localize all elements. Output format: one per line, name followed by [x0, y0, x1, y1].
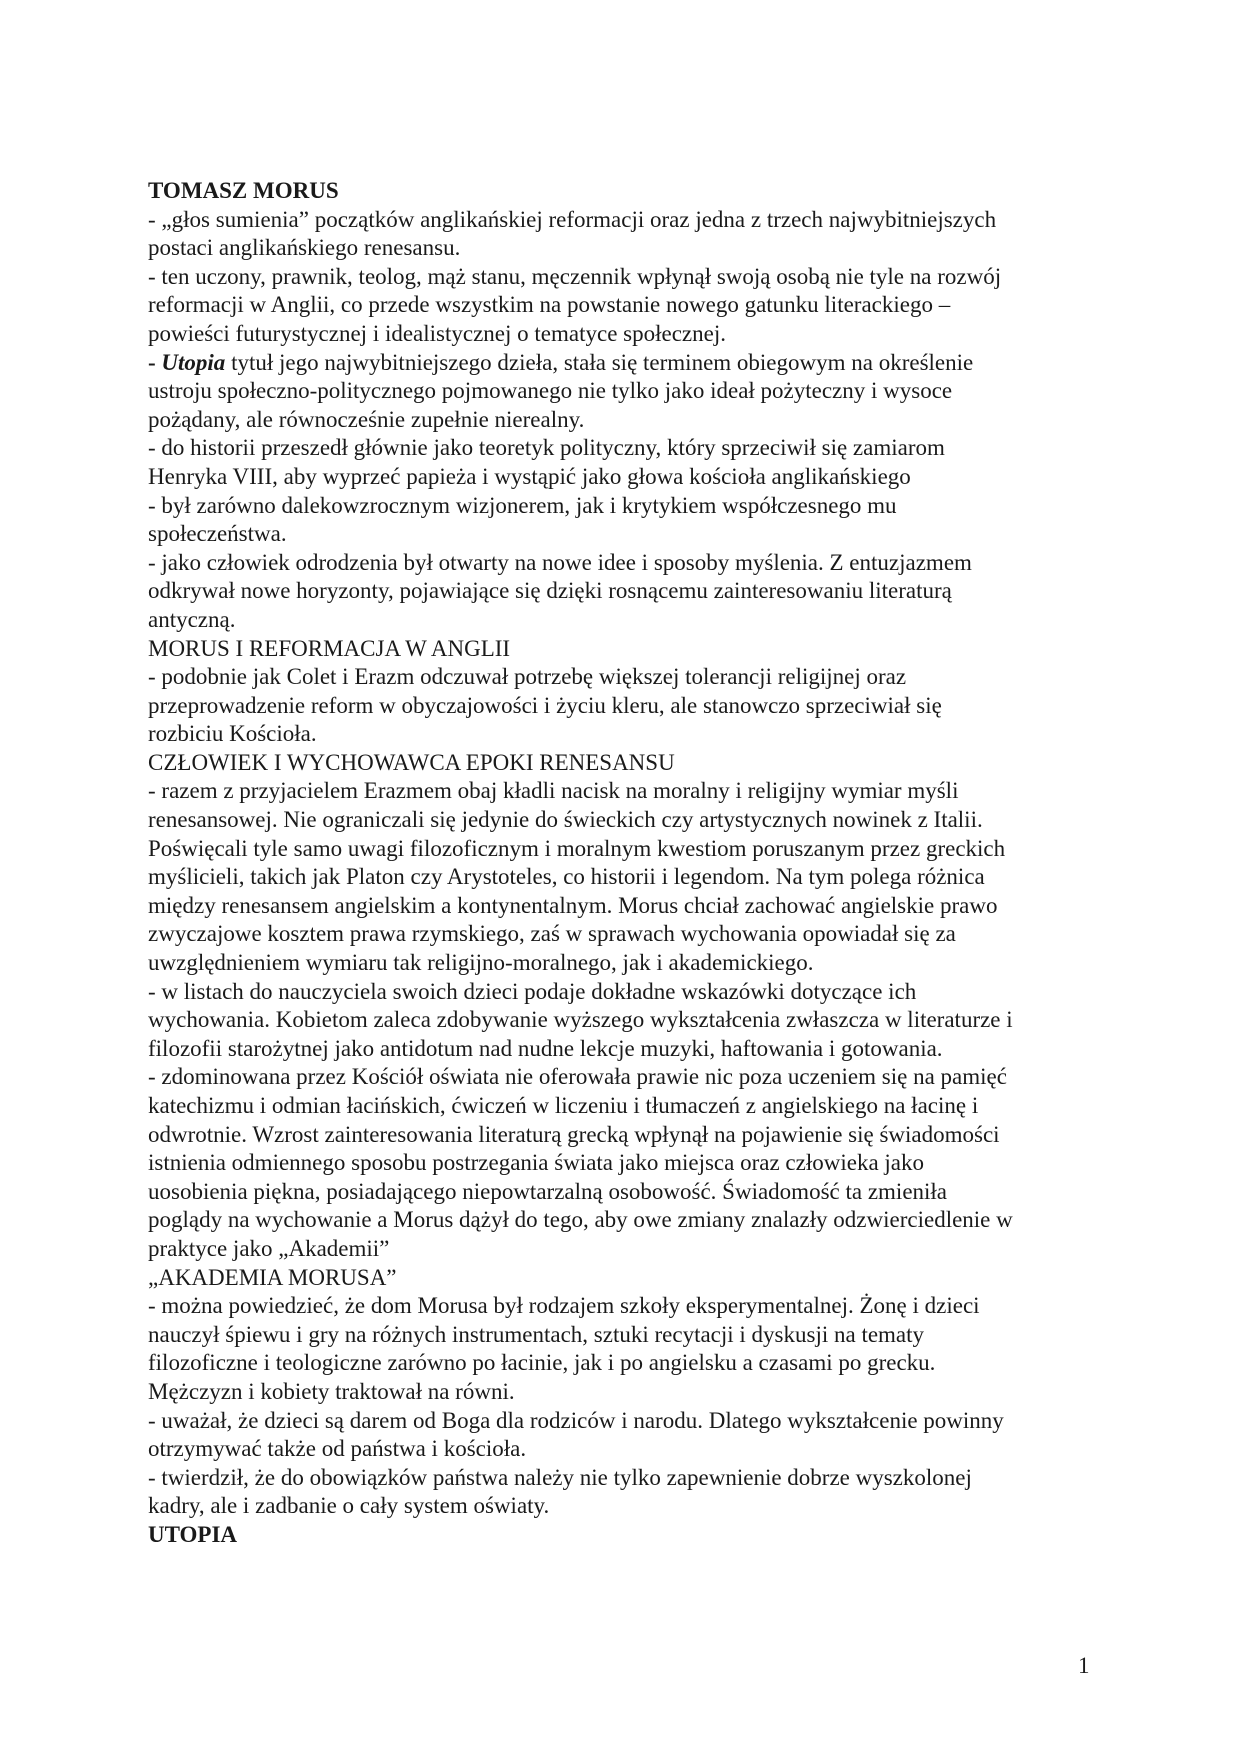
section-heading-reformacja: MORUS I REFORMACJA W ANGLII: [148, 635, 511, 661]
text-line: renesansowej. Nie ograniczali się jedynie do świeckich czy artystycznych nowinek z Italii.: [148, 807, 983, 833]
text-line: Poświęcali tyle samo uwagi filozoficznym i moralnym kwestiom poruszanym przez greckich: [148, 835, 1006, 861]
text-line: odkrywał nowe horyzonty, pojawiające się dzięki rosnącemu zainteresowaniu literaturą: [148, 578, 952, 604]
text-line: przeprowadzenie reform w obyczajowości i życiu kleru, ale stanowczo sprzeciwiał się: [148, 692, 942, 718]
text-line: Mężczyzn i kobiety traktował na równi.: [148, 1378, 515, 1404]
text-line: postaci anglikańskiego renesansu.: [148, 235, 461, 261]
text-line: zwyczajowe kosztem prawa rzymskiego, zaś w sprawach wychowania opowiadał się za: [148, 921, 956, 947]
text-line: istnienia odmiennego sposobu postrzegania świata jako miejsca oraz człowieka jako: [148, 1150, 925, 1176]
text-line: - jako człowiek odrodzenia był otwarty na nowe idee i sposoby myślenia. Z entuzjazmem: [148, 549, 972, 575]
text-line: - zdominowana przez Kościół oświata nie oferowała prawie nic poza uczeniem się na pamięć: [148, 1064, 1007, 1090]
text-line: między renesansem angielskim a kontynentalnym. Morus chciał zachować angielskie prawo: [148, 892, 998, 918]
intro-lines: [148, 206, 1098, 349]
text-line: antyczną.: [148, 606, 236, 632]
text-line: - uważał, że dzieci są darem od Boga dla rodziców i narodu. Dlatego wykształcenie powinny: [148, 1407, 1004, 1433]
text-line: filozoficzne i teologiczne zarówno po łacinie, jak i po angielsku a czasami po grecku.: [148, 1350, 936, 1376]
text-line: pożądany, ale równocześnie zupełnie nierealny.: [148, 406, 585, 432]
utopia-term: Utopia: [161, 349, 226, 375]
text-line: ustroju społeczno-politycznego pojmowanego nie tylko jako ideał pożyteczny i wysoce: [148, 378, 953, 404]
text-line: - można powiedzieć, że dom Morusa był rodzajem szkoły eksperymentalnej. Żonę i dzieci: [148, 1293, 980, 1319]
page-number: 1: [1078, 1653, 1090, 1678]
text-line: - ten uczony, prawnik, teolog, mąż stanu, męczennik wpłynął swoją osobą nie tyle na rozwój: [148, 263, 1002, 289]
after-utopia-lines: [148, 377, 1098, 634]
text-line: praktyce jako „Akademii”: [148, 1235, 390, 1261]
section-heading-akademia: „AKADEMIA MORUSA”: [148, 1264, 397, 1290]
text-line: otrzymywać także od państwa i kościoła.: [148, 1436, 527, 1462]
text-line: uosobienia piękna, posiadającego niepowtarzalną osobowość. Świadomość ta zmieniła: [148, 1178, 948, 1204]
text-line: społeczeństwa.: [148, 521, 287, 547]
utopia-definition-line: [148, 349, 1098, 378]
text-line: powieści futurystycznej i idealistycznej o tematyce społecznej.: [148, 320, 726, 346]
text-line: reformacji w Anglii, co przede wszystkim na powstanie nowego gatunku literackiego –: [148, 292, 951, 318]
text-line: kadry, ale i zadbanie o cały system oświaty.: [148, 1493, 550, 1519]
section-akademia-body: [148, 1292, 1098, 1521]
text-line: nauczył śpiewu i gry na różnych instrumentach, sztuki recytacji i dyskusji na tematy: [148, 1321, 925, 1347]
text-line: - był zarówno dalekowzrocznym wizjonerem, jak i krytykiem współczesnego mu: [148, 492, 897, 518]
text-line: - w listach do nauczyciela swoich dzieci podaje dokładne wskazówki dotyczące ich: [148, 978, 917, 1004]
text-line: Henryka VIII, aby wyprzeć papieża i wystąpić jako głowa kościoła anglikańskiego: [148, 463, 911, 489]
text-line: katechizmu i odmian łacińskich, ćwiczeń w liczeniu i tłumaczeń z angielskiego na łacinę i: [148, 1093, 979, 1118]
text-line: - „głos sumienia” początków anglikańskiej reformacji oraz jedna z trzech najwybitniejszych: [148, 206, 997, 232]
text-line: rozbiciu Kościoła.: [148, 721, 317, 747]
document-title: TOMASZ MORUS: [148, 178, 339, 203]
section-heading-utopia: UTOPIA: [148, 1521, 238, 1547]
text-line: wychowania. Kobietom zaleca zdobywanie wyższego wykształcenia zwłaszcza w literaturze i: [148, 1007, 1013, 1033]
section-wychowawca-body: [148, 777, 1098, 1263]
text-line: - podobnie jak Colet i Erazm odczuwał potrzebę większej tolerancji religijnej oraz: [148, 664, 907, 690]
text-line: - razem z przyjacielem Erazmem obaj kładli nacisk na moralny i religijny wymiar myśli: [148, 778, 959, 804]
text-line: odwrotnie. Wzrost zainteresowania literaturą grecką wpłynął na pojawienie się świadomości: [148, 1121, 1000, 1147]
document-body: [148, 177, 1098, 1550]
text-line: poglądy na wychowanie a Morus dążył do tego, aby owe zmiany znalazły odzwierciedlenie w: [148, 1207, 1013, 1233]
utopia-rest: tytuł jego najwybitniejszego dzieła, stała się terminem obiegowym na określenie: [225, 349, 974, 375]
section-heading-wychowawca: CZŁOWIEK I WYCHOWAWCA EPOKI RENESANSU: [148, 749, 675, 775]
section-reformacja-body: [148, 663, 1098, 749]
text-line: filozofii starożytnej jako antidotum nad nudne lekcje muzyki, haftowania i gotowania.: [148, 1035, 943, 1061]
text-line: myślicieli, takich jak Platon czy Arystoteles, co historii i legendom. Na tym polega różnica: [148, 864, 985, 890]
utopia-dash: -: [148, 349, 162, 375]
text-line: uwzględnieniem wymiaru tak religijno-moralnego, jak i akademickiego.: [148, 950, 814, 976]
text-line: - twierdził, że do obowiązków państwa należy nie tylko zapewnienie dobrze wyszkolonej: [148, 1464, 972, 1490]
text-line: - do historii przeszedł głównie jako teoretyk polityczny, który sprzeciwił się zamiarom: [148, 435, 945, 461]
